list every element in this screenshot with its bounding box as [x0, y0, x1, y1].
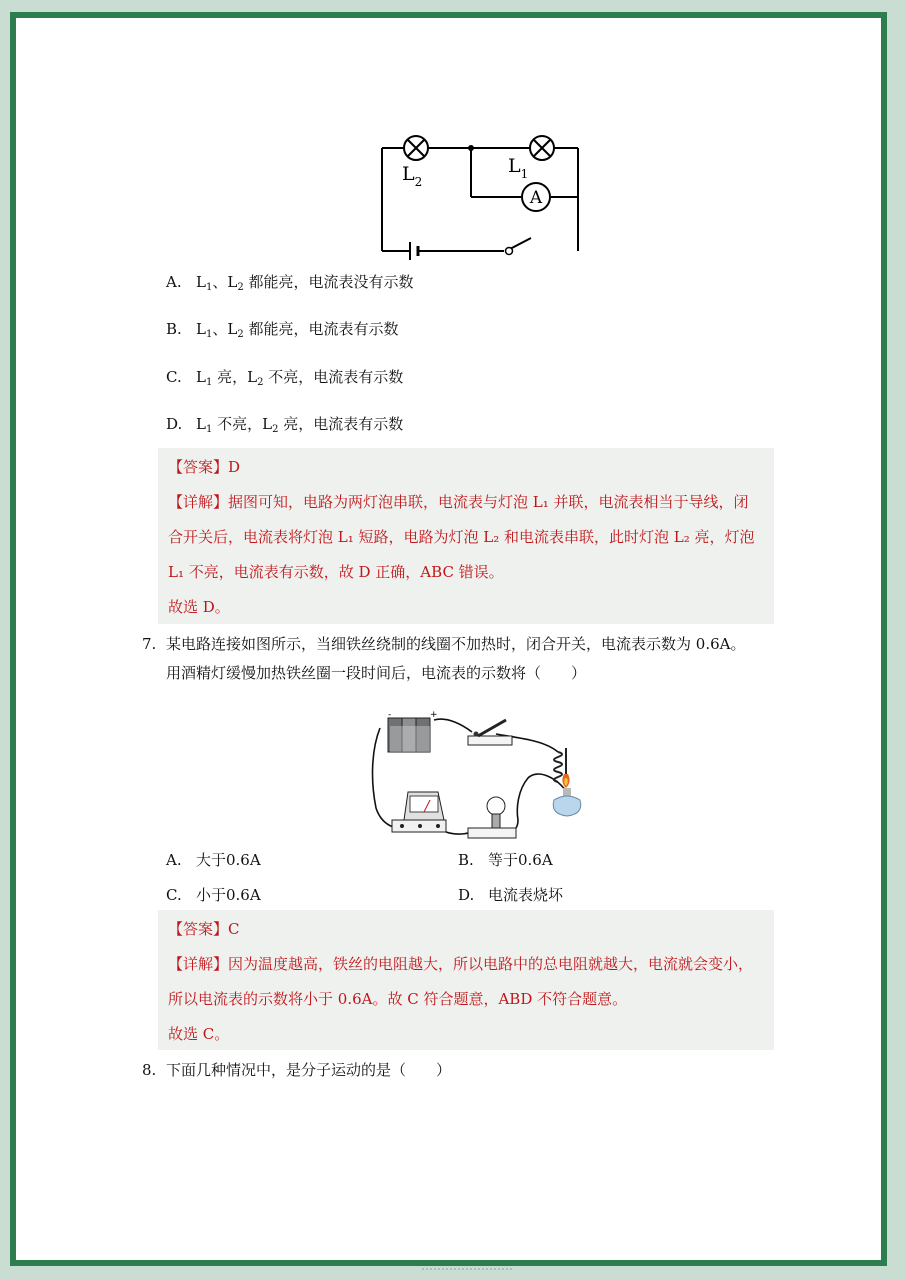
answer-box-q6: [158, 448, 774, 624]
option-b-q7[interactable]: B. 等于0.6A: [458, 851, 553, 869]
detail-line-2: 合开关后，电流表将灯泡 L₁ 短路，电路为灯泡 L₂ 和电流表串联，此时灯泡 L₂ 亮，灯泡: [168, 528, 755, 546]
answer-box-q7: [158, 910, 774, 1050]
page-frame: [10, 12, 887, 1266]
detail-line-2: 所以电流表的示数将小于 0.6A。故 C 符合题意，ABD 不符合题意。: [168, 990, 628, 1008]
conclusion-line: 故选 C。: [168, 1025, 230, 1043]
option-a-q7[interactable]: A. 大于0.6A: [166, 851, 261, 869]
question-8: 8. 下面几种情况中，是分子运动的是（ ）: [142, 1061, 452, 1079]
lamp-l2-icon: [404, 136, 428, 160]
conclusion-line: 故选 D。: [168, 598, 230, 616]
detail-line-1: 【详解】据图可知，电路为两灯泡串联，电流表与灯泡 L₁ 并联，电流表相当于导线，闭: [168, 493, 749, 511]
option-c-q7[interactable]: C. 小于0.6A: [166, 886, 261, 904]
lamp-l1-icon: [530, 136, 554, 160]
lamp-l1-label: $L_1$: [508, 155, 529, 181]
svg-text:+: +: [430, 710, 438, 720]
detail-line-3: L₁ 不亮，电流表有示数，故 D 正确，ABC 错误。: [168, 563, 504, 581]
option-b[interactable]: B. $L_1$、$L_2$ 都能亮，电流表有示数: [166, 320, 399, 340]
option-d-q7[interactable]: D. 电流表烧坏: [458, 886, 564, 904]
ammeter-label: A: [529, 188, 543, 208]
alcohol-lamp-icon: [553, 774, 581, 816]
ammeter-icon: [522, 183, 550, 211]
bulb-icon: [468, 797, 516, 838]
option-a[interactable]: A. $L_1$、$L_2$ 都能亮，电流表没有示数: [166, 273, 414, 293]
circuit-diagram-q6: [368, 126, 588, 266]
detail-line-1: 【详解】因为温度越高，铁丝的电阻越大，所以电路中的总电阻就越大，电流就会变小，: [168, 955, 754, 973]
ammeter-device-icon: [392, 792, 446, 832]
question-7: 7. 某电路连接如图所示，当细铁丝绕制的线圈不加热时，闭合开关，电流表示数为 0.6A。 用酒精灯缓慢加热铁丝圈一段时间后，电流表的示数将（ ）: [142, 635, 746, 682]
answer-line: 【答案】C: [168, 920, 240, 938]
apparatus-diagram-q7: [368, 708, 598, 848]
answer-line: 【答案】D: [168, 458, 241, 476]
lamp-l2-label: $L_2$: [402, 163, 423, 189]
knife-switch-icon: [468, 720, 512, 745]
footer-mark: [422, 1268, 512, 1274]
option-c[interactable]: C. $L_1$ 亮，$L_2$ 不亮，电流表有示数: [166, 368, 404, 388]
page: [16, 18, 881, 1260]
battery-pack-icon: [388, 710, 438, 752]
option-d[interactable]: D. $L_1$ 不亮，$L_2$ 亮，电流表有示数: [166, 415, 404, 435]
svg-text:-: -: [388, 710, 392, 720]
